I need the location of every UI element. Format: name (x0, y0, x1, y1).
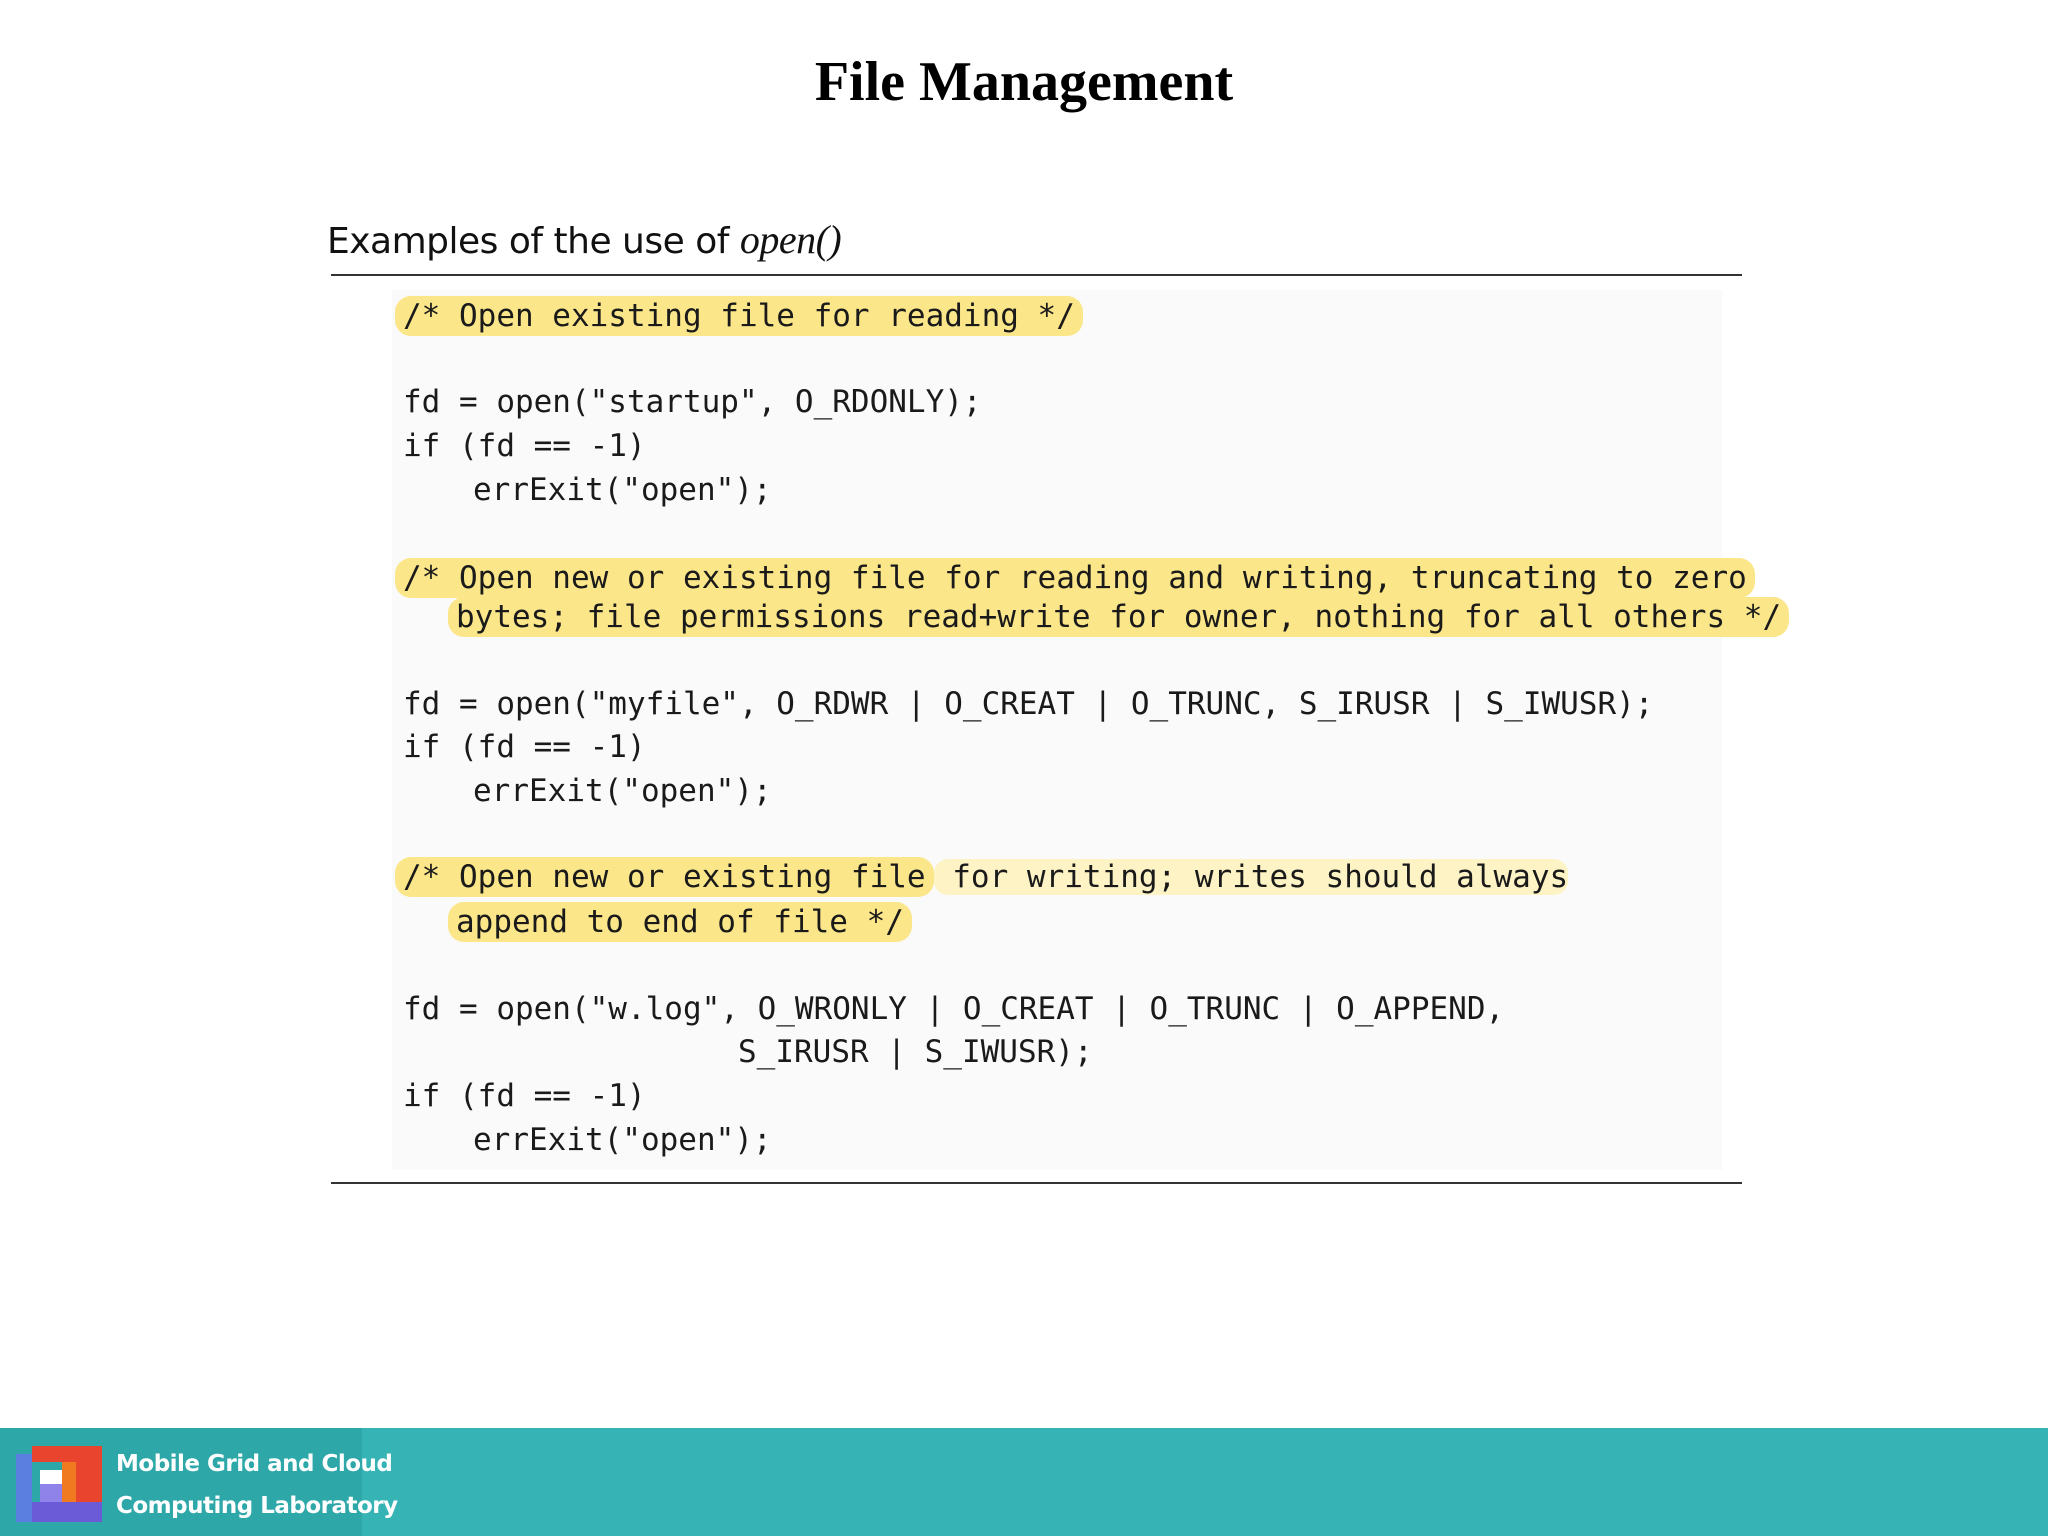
code-line: errExit("open"); (473, 1122, 772, 1158)
lab-name-line-1: Mobile Grid and Cloud (116, 1451, 393, 1477)
code-comment-line (403, 857, 1568, 897)
code-comment-line (456, 902, 912, 942)
code-line: if (fd == -1) (403, 729, 646, 765)
lab-name-line-2: Computing Laboratory (116, 1493, 398, 1519)
code-comment-line (403, 296, 1083, 336)
comment-highlight: bytes; file permissions read+write for owner, nothing for all others */ (448, 597, 1789, 637)
top-rule (331, 274, 1742, 276)
slide-title: File Management (814, 51, 1234, 113)
caption-function-name: open() (739, 217, 842, 262)
code-line: errExit("open"); (473, 773, 772, 809)
comment-highlight: /* Open new or existing file (395, 857, 934, 897)
caption-prefix: Examples of the use of (327, 221, 740, 262)
code-line: fd = open("myfile", O_RDWR | O_CREAT | O_TRUNC, S_IRUSR | S_IWUSR); (403, 686, 1654, 722)
figure-caption (327, 210, 841, 272)
comment-unhighlighted: for writing; writes should always (933, 859, 1569, 895)
code-line: S_IRUSR | S_IWUSR); (738, 1034, 1093, 1070)
code-line: errExit("open"); (473, 472, 772, 508)
bottom-rule (331, 1182, 1742, 1184)
comment-highlight: append to end of file */ (448, 902, 912, 942)
code-line: fd = open("startup", O_RDONLY); (403, 384, 982, 420)
code-line: fd = open("w.log", O_WRONLY | O_CREAT | O_TRUNC | O_APPEND, (403, 991, 1505, 1027)
code-line: if (fd == -1) (403, 1078, 646, 1114)
code-line: if (fd == -1) (403, 428, 646, 464)
lab-logo-icon (16, 1446, 102, 1522)
comment-highlight: /* Open existing file for reading */ (395, 296, 1083, 336)
code-comment-line (403, 558, 1755, 598)
comment-highlight: /* Open new or existing file for reading and writing, truncating to zero (395, 558, 1755, 598)
code-comment-line (456, 597, 1789, 637)
